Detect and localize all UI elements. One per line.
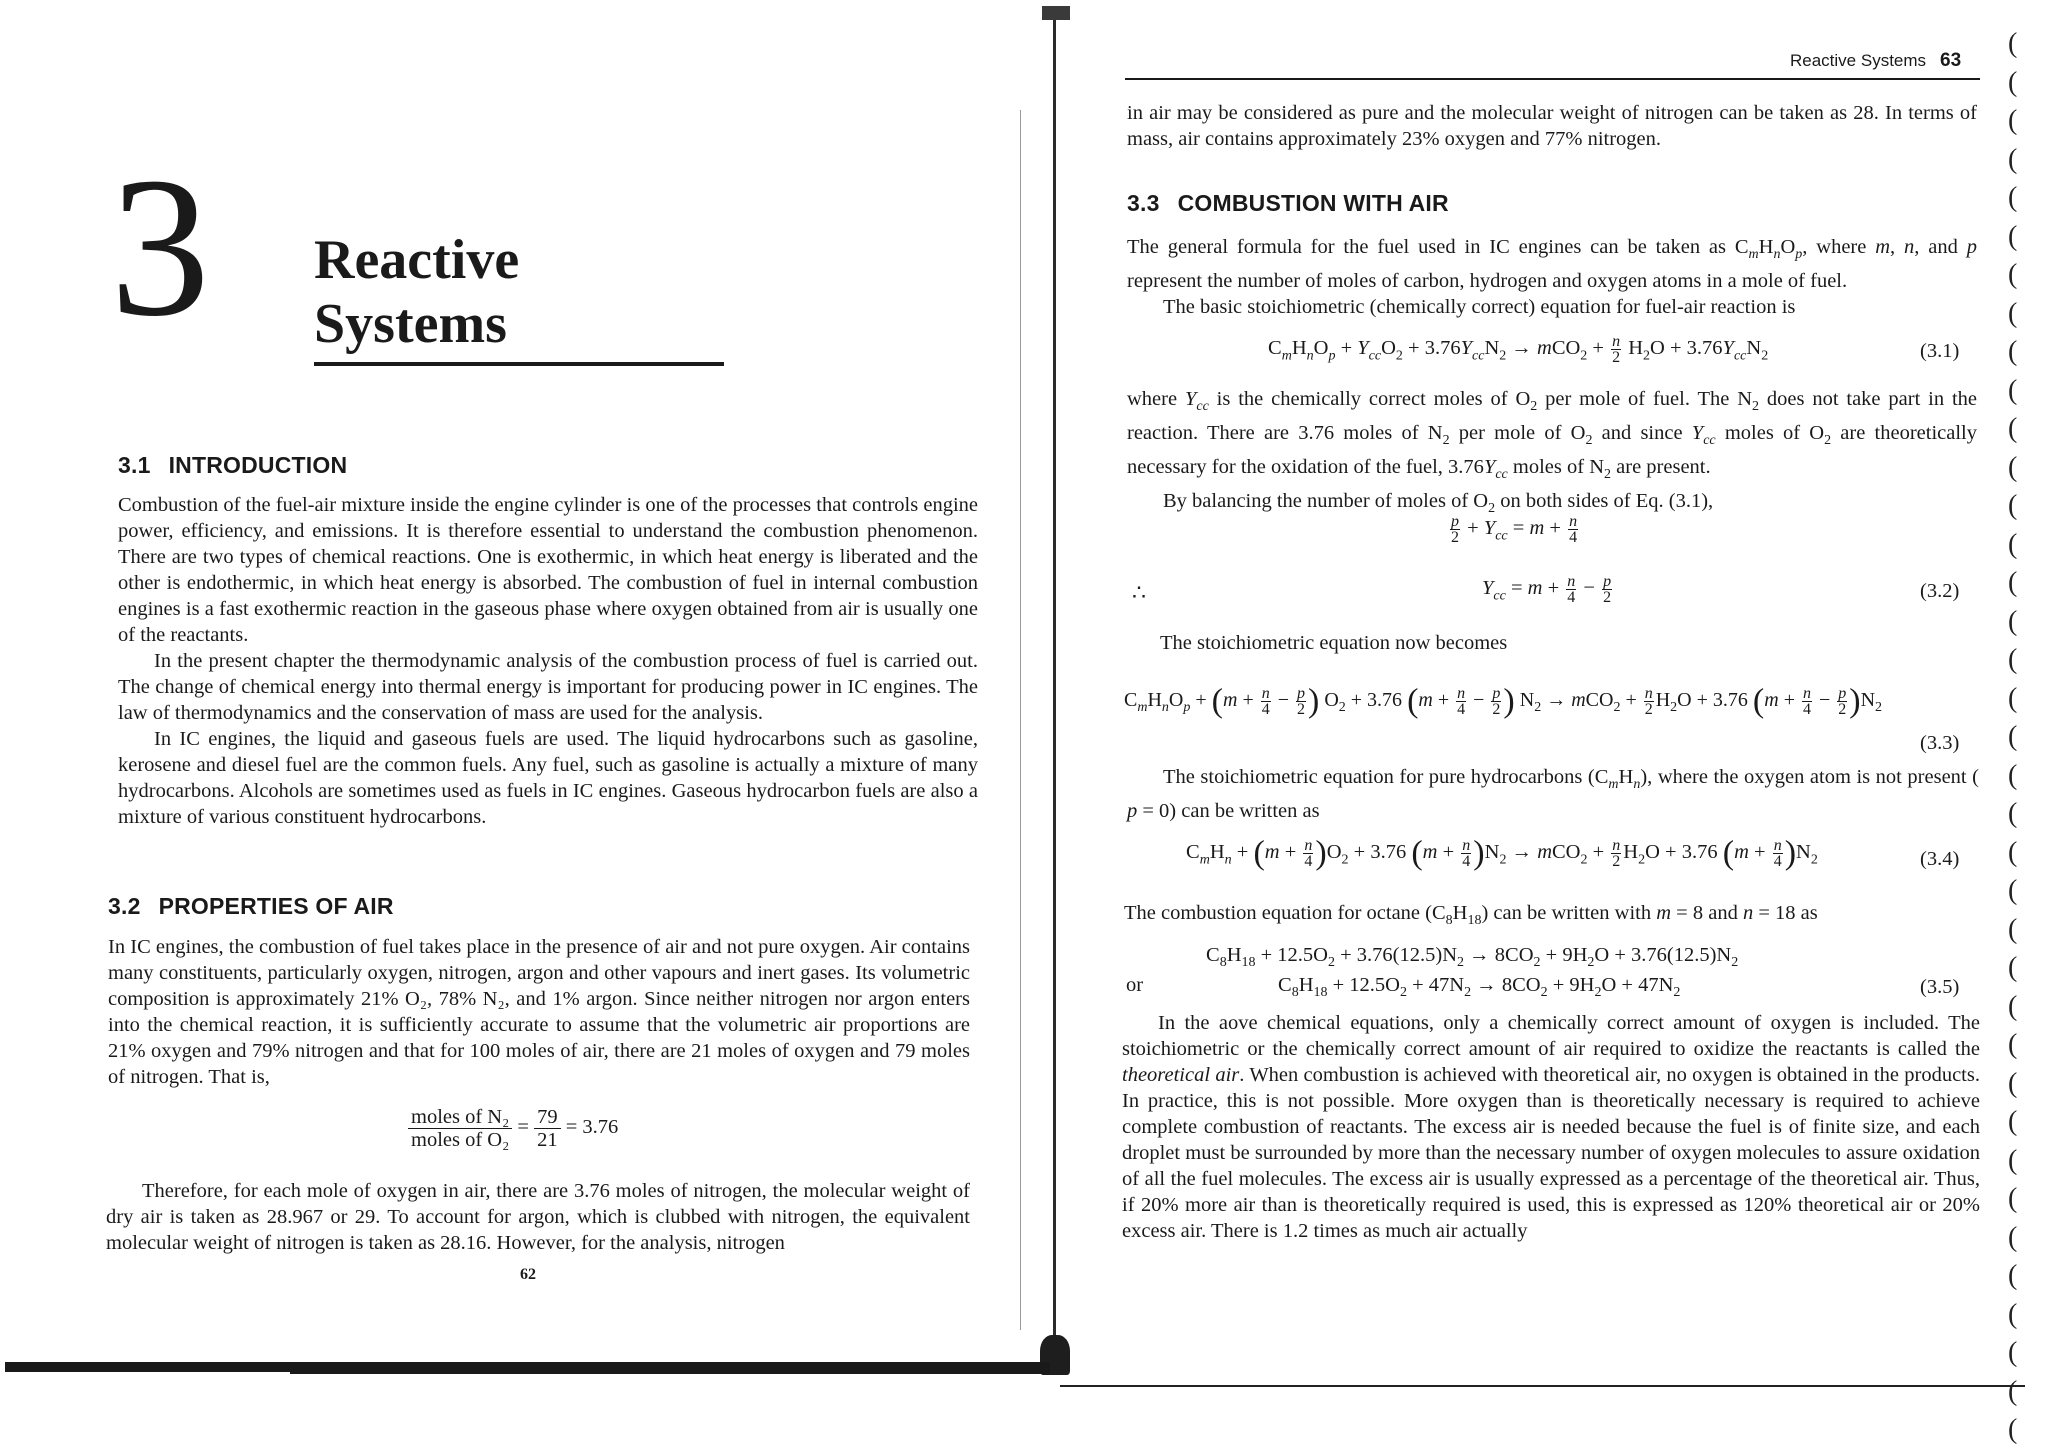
paragraph: In IC engines, the combustion of fuel takes place in the presence of air and not pure oxygen. Air contains many constituents, particularly oxygen, nitrogen, argon and other vapours and inert gases. Its volumetric composition is approximately 21% O₂, 78% N₂, and 1% argon. Since neither nitrogen nor argon enters into the chemical reaction, it is sufficiently accurate to assume that the volumetric air proportions are 21% oxygen and 79% nitrogen and that for 100 moles of air, there are 21 moles of oxygen and 79 moles of nitrogen. That is, bbox=[108, 936, 970, 1088]
octane-text bbox=[1124, 900, 1974, 934]
paragraph: The stoichiometric equation now becomes bbox=[1160, 632, 1508, 654]
section-number: 3.1 bbox=[118, 452, 151, 478]
chapter-number: 3 bbox=[110, 137, 210, 358]
equation-3-3: $C_mH_nO_p + (m$ + $\frac{n}{4}$ − $\frac{p}{2}$ ) $O_2 + 3.76$ (m + $\frac{n}{4}$ − $\frac{p}{2}$ ) $N_2 \to mCO_2$ + $\frac{n}{2}$ $H_2O + 3.76$ (m + $\frac{n}{4}$ − $\frac{p}{2}$ )$N_2$ bbox=[1124, 682, 1883, 720]
equation-3-5: $C_8H_{18} + 12.5O_2 + 47N_2 \to 8CO_2 + 9H_2O + 47N_2$ bbox=[1278, 974, 1681, 1001]
paragraph: The general formula for the fuel used in IC engines can be taken as $C_mH_nO_p$, where m, n, and p represent the number of moles of carbon, hydrogen and oxygen atoms in a mole of fuel. bbox=[1127, 236, 1977, 293]
running-title: Reactive Systems bbox=[1790, 51, 1927, 70]
scan-edge bbox=[1060, 1385, 2025, 1387]
chapter-title: Reactive Systems bbox=[314, 228, 724, 366]
paragraph: where $Y_{cc}$ is the chemically correct moles of $O_2$ per mole of fuel. The $N_2$ does not take part in the reaction. There are 3.76 moles of $N_2$ per mole of $O_2$ and since $Y_{cc}$ moles of $O_2$ are theoretically necessary for the oxidation of the fuel, $3.76Y_{cc}$ moles of $N_2$ are present. bbox=[1127, 388, 1977, 483]
running-header bbox=[1790, 50, 1961, 72]
equation-3-4: $C_mH_n + (m$ + $\frac{n}{4}$ )$O_2 + 3.76$ (m + $\frac{n}{4}$ )$N_2 \to mCO_2$ + $\frac{n}{2}$ $H_2O + 3.76$ (m + $\frac{n}{4}$ )$N_2$ bbox=[1186, 834, 1818, 872]
equation-number: (3.5) bbox=[1920, 976, 1960, 998]
page-gutter bbox=[1053, 20, 1056, 1365]
section-heading-intro bbox=[118, 452, 347, 479]
equation-number: (3.4) bbox=[1920, 848, 1960, 870]
paragraph: Combustion of the fuel-air mixture inside the engine cylinder is one of the processes that controls engine power, efficiency, and emissions. It is therefore essential to understand the combustion phenomenon. There are two types of chemical reactions. One is exothermic, in which heat energy is liberated and the other is endothermic, in which heat energy is absorbed. The combustion of fuel in internal combustion engines is a fast exothermic reaction in the gaseous phase where oxygen obtained from air is usually one of the reactants. bbox=[118, 494, 978, 646]
air-text-cont bbox=[106, 1178, 970, 1256]
equation-3-1: $C_mH_nO_p + Y_{cc}O_2 + 3.76Y_{cc}N_2 \to mCO_2$ + $\frac{n}{2}$ $H_2O + 3.76Y_{cc}N_2$ bbox=[1268, 333, 1769, 366]
scan-artifact bbox=[1042, 6, 1070, 20]
ratio-result: = 3.76 bbox=[565, 1116, 619, 1139]
paragraph: in air may be considered as pure and the molecular weight of nitrogen can be taken as 28. In terms of mass, air contains approximately 23% oxygen and 77% nitrogen. bbox=[1127, 102, 1977, 150]
nitrogen-oxygen-ratio: $\frac{\text{moles of N₂}}{\text{moles of O₂}}$ = $\frac{79}{21}$ = 3.76 bbox=[408, 1106, 618, 1151]
combustion-intro bbox=[1127, 234, 1977, 320]
section-title: COMBUSTION WITH AIR bbox=[1177, 190, 1449, 216]
section-title: PROPERTIES OF AIR bbox=[158, 893, 394, 919]
equation-number: (3.1) bbox=[1920, 340, 1960, 362]
fraction: $\frac{\text{moles of N₂}}{\text{moles of O₂}}$ bbox=[408, 1106, 512, 1151]
equation-number: (3.3) bbox=[1920, 732, 1960, 754]
paragraph: Therefore, for each mole of oxygen in air, there are 3.76 moles of nitrogen, the molecular weight of dry air is taken as 28.967 or 29. To account for argon, which is clubbed with nitrogen, the equivalent molecular weight of nitrogen is taken as 28.16. However, for the analysis, nitrogen bbox=[106, 1180, 970, 1254]
section-number: 3.3 bbox=[1127, 190, 1160, 216]
or-label: or bbox=[1126, 974, 1144, 996]
stoich-becomes bbox=[1160, 630, 1960, 656]
pure-hydrocarbon-text bbox=[1127, 764, 1979, 824]
paragraph: In the present chapter the thermodynamic analysis of the combustion process of fuel is carried out. The change of chemical energy into thermal energy is important for producing power in IC engines. The law of thermodynamics and the conservation of mass are used for the analysis. bbox=[118, 650, 978, 724]
section-heading-combustion bbox=[1127, 190, 1449, 217]
section-title: INTRODUCTION bbox=[168, 452, 348, 478]
paragraph: The basic stoichiometric (chemically correct) equation for fuel-air reaction is bbox=[1163, 296, 1796, 319]
page-number: 62 bbox=[520, 1266, 536, 1283]
paragraph: In the aove chemical equations, only a chemically correct amount of oxygen is included. The stoichiometric or the chemically correct amount of air required to oxidize the reactants is called the theoretical air. When combustion is achieved with theoretical air, no oxygen is obtained in the products. In practice, this is not possible. More oxygen than is theoretically necessary is required to achieve complete combustion of reactants. The excess air is needed because the fuel is of finite size, and each droplet must be surrounded by more than the necessary number of oxygen molecules to assure oxidation of all the fuel molecules. The excess air is usually expressed as a percentage of the theoretical air. Thus, if 20% more air than is theoretically required is used, this is expressed as 120% theoretical air or 20% excess air. There is 1.2 times as much air actually bbox=[1122, 1012, 1980, 1242]
theoretical-air-text bbox=[1122, 1010, 1980, 1244]
balance-equation: $\frac{p}{2}$ + $Y_{cc} = m$ + $\frac{n}{4}$ bbox=[1451, 513, 1578, 546]
equation-number: (3.2) bbox=[1920, 580, 1960, 602]
paragraph: In IC engines, the liquid and gaseous fuels are used. The liquid hydrocarbons such as gasoline, kerosene and diesel fuel are the common fuels. Any fuel, such as gasoline is actually a mixture of many hydrocarbons. Alcohols are sometimes used as fuels in IC engines. Gaseous hydrocarbon fuels are also a mixture of various constituent hydrocarbons. bbox=[118, 728, 978, 828]
section-heading-air bbox=[108, 893, 394, 920]
therefore-symbol: ∴ bbox=[1132, 580, 1146, 605]
air-text-cont-right bbox=[1127, 100, 1977, 152]
scan-margin-marks: ( ( ( ( ( ( ( ( ( ( ( ( ( ( ( ( ( ( ( ( ( ( ( ( ( ( ( ( ( ( ( ( ( ( ( ( ( bbox=[2008, 28, 2018, 1445]
combustion-explanation bbox=[1127, 386, 1977, 522]
header-rule bbox=[1125, 78, 1980, 80]
octane-equation-1: $C_8H_{18} + 12.5O_2 + 3.76(12.5)N_2 \to 8CO_2 + 9H_2O + 3.76(12.5)N_2$ bbox=[1206, 944, 1739, 971]
equation-3-2: $Y_{cc} = m$ + $\frac{n}{4}$ − $\frac{p}{2}$ bbox=[1482, 573, 1612, 606]
paragraph: The combustion equation for octane $(C_8H_{18})$ can be written with m = 8 and n = 18 as bbox=[1124, 902, 1818, 929]
intro-text bbox=[118, 492, 978, 830]
paragraph: The stoichiometric equation for pure hydrocarbons $(C_mH_n)$, where the oxygen atom is not present ( p = 0) can be written as bbox=[1127, 766, 1979, 823]
section-number: 3.2 bbox=[108, 893, 141, 919]
fraction: $\frac{79}{21}$ bbox=[534, 1106, 561, 1151]
paragraph: By balancing the number of moles of $O_2$ on both sides of Eq. (3.1), bbox=[1163, 490, 1714, 517]
page-number: 63 bbox=[1940, 50, 1962, 71]
air-text bbox=[108, 934, 970, 1090]
